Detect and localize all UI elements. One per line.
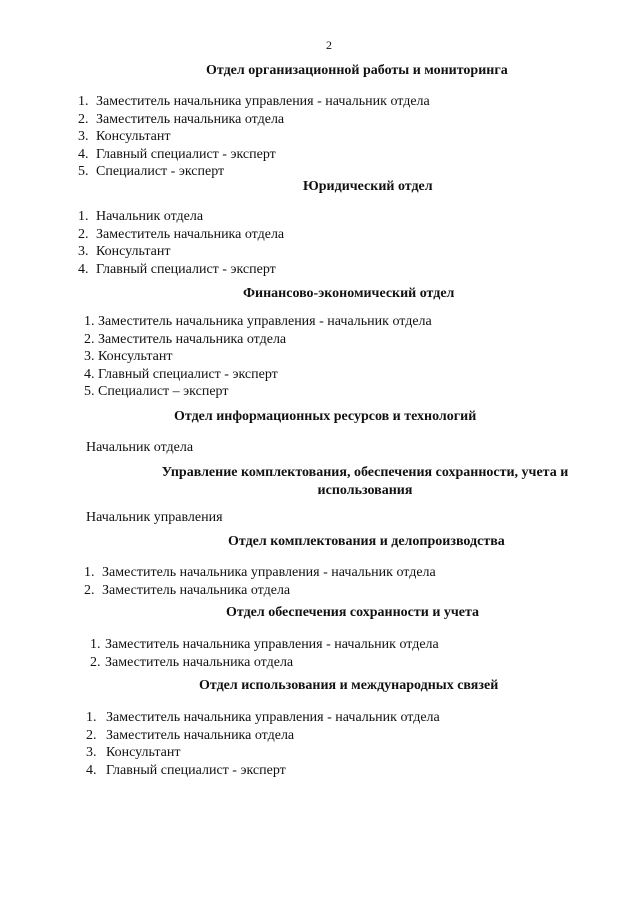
list-item: 4. Главный специалист - эксперт (78, 261, 276, 277)
section-title: Отдел организационной работы и мониторинга (206, 63, 508, 78)
list-item: 2. Заместитель начальника отдела (90, 654, 294, 670)
list-item: 1. Заместитель начальника управления - начальник отдела (84, 314, 432, 329)
position-list (90, 636, 439, 671)
section-title: Юридический отдел (303, 179, 433, 194)
list-item: 1. Заместитель начальника управления - начальник отдела (90, 637, 439, 652)
list-item: 2. Заместитель начальника отдела (84, 331, 287, 347)
list-item: 3. Консультант (78, 129, 171, 144)
section-title: Отдел обеспечения сохранности и учета (226, 605, 480, 620)
list-item: 1. Заместитель начальника управления - начальник отдела (84, 565, 436, 580)
list-item: 1. Заместитель начальника управления - начальник отдела (78, 94, 430, 109)
list-item: 3. Консультант (78, 244, 171, 259)
list-item: 4. Главный специалист - эксперт (78, 146, 276, 162)
section-title: Отдел комплектования и делопроизводства (228, 534, 505, 549)
position-list (78, 93, 430, 181)
position-list (84, 564, 436, 599)
section-title: Отдел использования и международных связей (199, 678, 499, 693)
list-item: 2. Заместитель начальника отдела (84, 582, 291, 598)
position-text: Начальник управления (86, 510, 223, 525)
section-title: Управление комплектования, обеспечения сохранности, учета и использования (161, 465, 569, 498)
list-item: 4. Главный специалист - эксперт (86, 762, 286, 778)
page-number: 2 (326, 38, 332, 52)
section-title: Отдел информационных ресурсов и технологий (174, 409, 477, 424)
list-item: 5. Специалист – эксперт (84, 384, 229, 399)
section-title: Финансово-экономический отдел (243, 286, 455, 301)
position-list (78, 208, 284, 278)
list-item: 2. Заместитель начальника отдела (78, 111, 285, 127)
list-item: 2. Заместитель начальника отдела (86, 727, 295, 743)
position-list (86, 709, 440, 779)
list-item: 2. Заместитель начальника отдела (78, 226, 285, 242)
position-text: Начальник отдела (86, 440, 194, 455)
list-item: 1. Заместитель начальника управления - начальник отдела (86, 710, 440, 725)
position-list (84, 313, 432, 401)
list-item: 3. Консультант (86, 745, 181, 760)
list-item: 3. Консультант (84, 349, 173, 364)
list-item: 4. Главный специалист - эксперт (84, 366, 278, 382)
list-item: 1. Начальник отдела (78, 209, 204, 224)
list-item: 5. Специалист - эксперт (78, 164, 225, 179)
